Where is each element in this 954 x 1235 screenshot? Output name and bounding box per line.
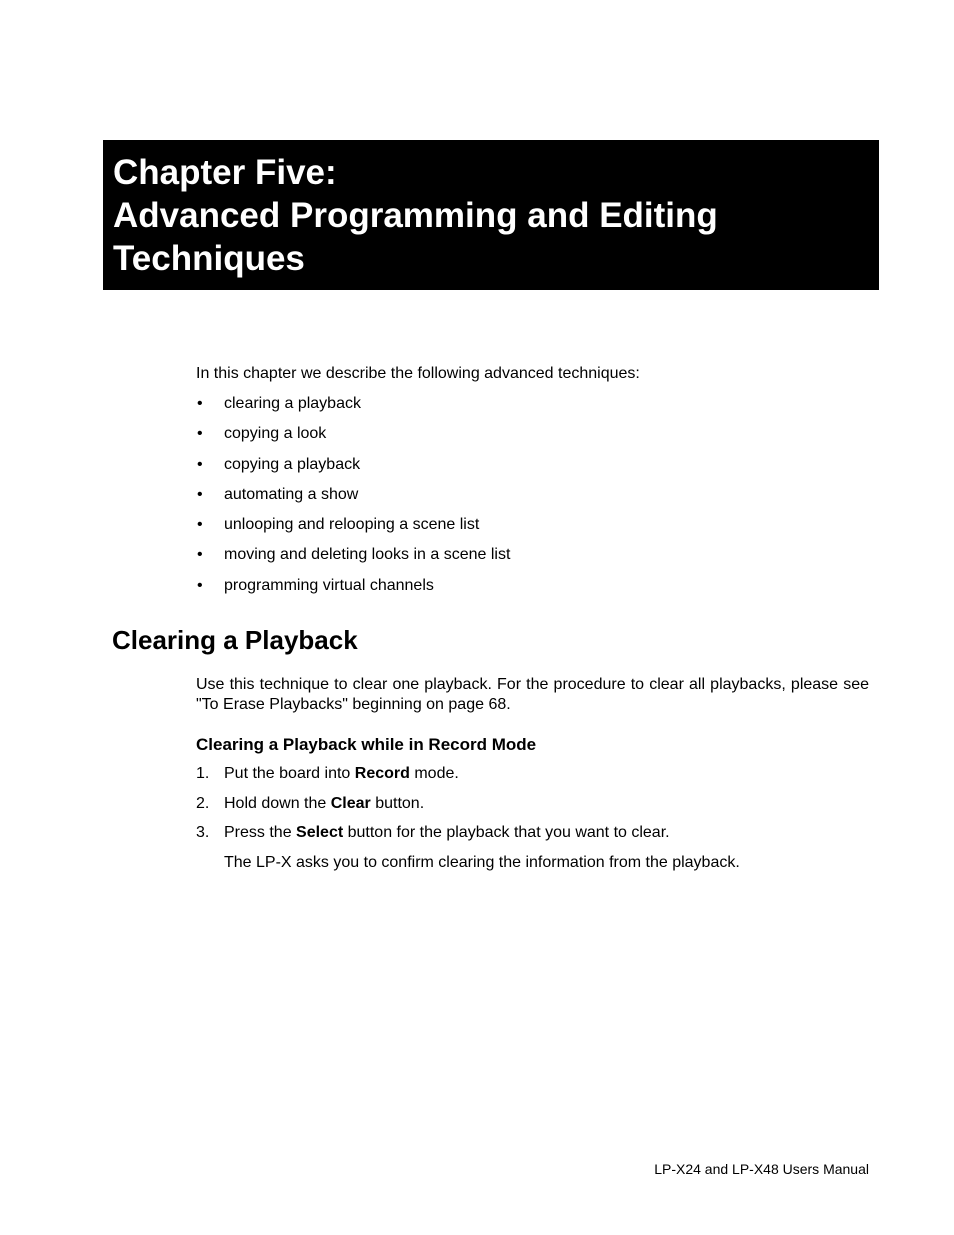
list-item [196,394,876,414]
step-text: Put the board into [224,765,355,782]
chapter-title-line: Chapter Five: [113,153,337,192]
section-heading: Clearing a Playback [112,625,358,655]
step-note: The LP-X asks you to confirm clearing the information from the playback. [224,854,740,871]
list-item [196,455,876,475]
step-text: Hold down the [224,794,331,812]
bullet-icon: • [197,455,203,473]
list-item-label: programming virtual channels [224,576,434,594]
list-item-label: copying a look [224,425,327,443]
bullet-icon: • [197,546,203,564]
list-item-label: copying a playback [224,455,361,473]
chapter-title-line: Advanced Programming and Editing [113,196,718,235]
step-number: 2. [196,794,210,812]
section-paragraph: Use this technique to clear one playback. For the procedure to clear all playbacks, please see "To Erase Playbacks" beginning on page 68. [196,676,869,713]
step-text: button for the playback that you want to clear. [343,824,670,841]
bullet-icon: • [197,425,203,443]
list-item [196,576,876,596]
procedure-step [196,823,876,843]
page-footer: LP-X24 and LP-X48 Users Manual [654,1161,869,1177]
bullet-icon: • [197,485,203,503]
list-item-label: clearing a playback [224,395,361,412]
chapter-title-line: Techniques [113,239,305,278]
intro-text: In this chapter we describe the following advanced techniques: [196,365,640,382]
list-item-label: unlooping and relooping a scene list [224,516,480,534]
list-item-label: moving and deleting looks in a scene list [224,546,511,564]
list-item [196,485,876,505]
list-item [196,424,876,444]
procedure-step [196,764,876,784]
step-text: button. [370,794,425,812]
list-item-label: automating a show [224,485,359,503]
procedure-heading: Clearing a Playback while in Record Mode [196,735,537,754]
step-keyword: Clear [330,794,371,812]
list-item [196,515,876,535]
procedure-steps [196,764,876,853]
chapter-title-banner [103,140,879,290]
bullet-icon: • [197,576,203,594]
bullet-icon: • [197,395,203,412]
techniques-list [196,394,876,606]
step-text: mode. [409,765,459,782]
step-keyword: Select [296,824,344,841]
step-keyword: Record [354,765,410,782]
bullet-icon: • [197,516,203,534]
step-text: Press the [224,824,297,841]
list-item [196,545,876,565]
step-number: 1. [196,765,210,782]
step-number: 3. [196,824,210,841]
procedure-step [196,794,876,814]
